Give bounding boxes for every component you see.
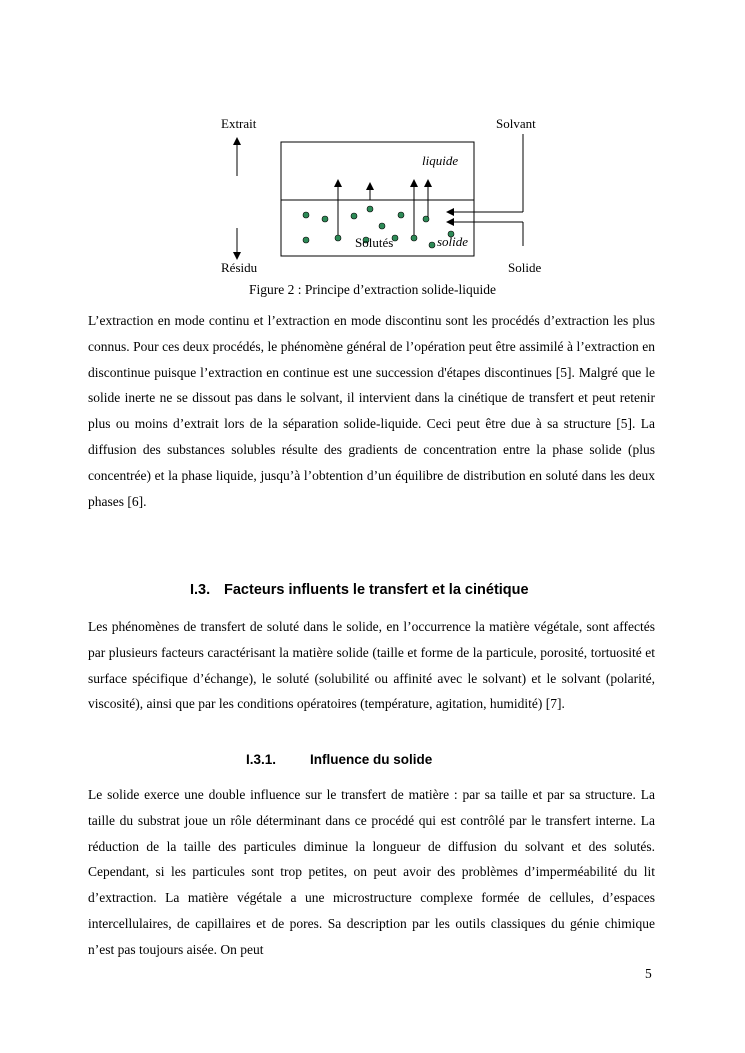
solute-particle [335, 235, 341, 241]
paragraph-factors: Les phénomènes de transfert de soluté dans le solide, en l’occurrence la matière végétale, sont affectés par plusieurs facteurs caractérisant la matière solide (taille et forme de la particule, porosité, tortuosité et surface spécifique d’échange), le soluté (solubilité ou affinité avec le solvant) et le solvant (polarité, viscosité), ainsi que par les conditions opératoires (température, agitation, humidité) [7]. [88, 619, 655, 712]
subsection-number: I.3.1. [246, 752, 277, 767]
label-liquide: liquide [422, 153, 459, 168]
solute-particle [322, 216, 328, 222]
extraction-diagram-svg [0, 0, 745, 300]
solute-particle [379, 223, 385, 229]
label-solvant: Solvant [496, 116, 536, 131]
section-heading [190, 582, 529, 598]
section-number: I.3. [190, 582, 211, 598]
solute-particle [398, 212, 404, 218]
subsection-heading [246, 752, 432, 767]
paragraph-solid-influence: Le solide exerce une double influence sur le transfert de matière : par sa taille et par sa structure. La taille du substrat joue un rôle déterminant dans ce procédé qui est contrôlé par le transfert interne. La réduction de la taille des particules diminue la longueur de diffusion du solvant et des solutés. Cependant, si les particules sont trop petites, on peut avoir des problèmes d’imperméabilité du lit d’extraction. La matière végétale a une microstructure complexe formée de cellules, d’espaces intercellulaires, de capillaires et de pores. Sa description par les outils classiques du génie chimique n’est pas toujours aisée. On peut [88, 787, 655, 957]
page-number: 5 [645, 966, 652, 981]
label-extrait: Extrait [221, 116, 257, 131]
paragraph-extraction-modes: L’extraction en mode continu et l’extraction en mode discontinu sont les procédés d’extraction les plus connus. Pour ces deux procédés, le phénomène général de l’opération peut être assimilé à l’extraction en discontinue puisque l’extraction en continue est une succession d'étapes discontinues [5]. Malgré que le solide inerte ne se dissout pas dans le solvant, il intervient dans la cinétique de transfert et peut retenir plus ou moins d’extrait lors de la séparation solide-liquide. Ceci peut être due à sa structure [5]. La diffusion des substances solubles résulte des gradients de concentration entre la phase solide (plus concentrée) et la phase liquide, jusqu’à l’obtention d’un équilibre de distribution en soluté dans les deux phases [6]. [88, 313, 655, 509]
subsection-title: Influence du solide [310, 752, 433, 767]
figure-caption: Figure 2 : Principe d’extraction solide-liquide [248, 282, 497, 297]
label-solutes: Solutés [355, 235, 394, 250]
solute-particle [303, 212, 309, 218]
solute-particle [423, 216, 429, 222]
extraction-diagram [0, 0, 745, 300]
section-title: Facteurs influents le transfert et la cinétique [224, 582, 529, 598]
solute-particle [411, 235, 417, 241]
solute-particle [367, 206, 373, 212]
solute-particle [303, 237, 309, 243]
label-residu: Résidu [221, 260, 258, 275]
label-solide-phase: solide [437, 234, 469, 249]
label-solide: Solide [508, 260, 542, 275]
solute-particle [429, 242, 435, 248]
solute-particle [351, 213, 357, 219]
